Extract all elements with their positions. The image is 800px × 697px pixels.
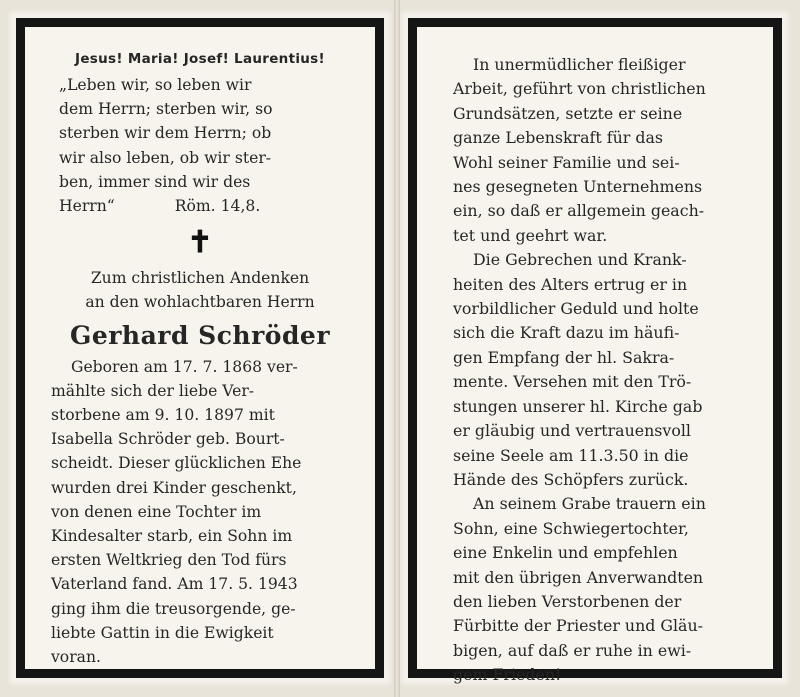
right-black-border: [408, 18, 782, 685]
quote-ref-line: [59, 194, 349, 218]
memorial-line: an den wohlachtbaren Herrn: [85, 293, 315, 312]
text-line: sich die Kraft dazu im häufi-: [453, 323, 680, 343]
text-line: tet und geehrt war.: [453, 225, 608, 245]
quote-last: Herrn“: [59, 197, 115, 216]
text-line: gem Frieden!: [453, 665, 562, 685]
deceased-name: Gerhard Schröder: [69, 320, 330, 350]
text-line: eine Enkelin und empfehlen: [453, 543, 678, 563]
left-text: [51, 47, 349, 669]
bio-line: ersten Weltkrieg den Tod fürs: [51, 551, 287, 570]
bio-line: Isabella Schröder geb. Bourt-: [51, 430, 285, 449]
text-line: ganze Lebenskraft für das: [453, 128, 663, 148]
biography: [51, 355, 349, 670]
bio-line: Kindesalter starb, ein Sohn im: [51, 527, 293, 546]
bio-line: Vaterland fand. Am 17. 5. 1943: [51, 575, 298, 594]
text-line: An seinem Grabe trauern ein: [473, 494, 706, 514]
text-line: Fürbitte der Priester und Gläu-: [453, 616, 703, 636]
invocation-heading: Jesus! Maria! Josef! Laurentius!: [75, 51, 325, 67]
text-line: seine Seele am 11.3.50 in die: [453, 445, 689, 465]
text-line: mit den übrigen Anverwandten: [453, 567, 704, 587]
right-panel: [400, 10, 790, 686]
left-panel: [8, 10, 392, 686]
bio-line: von denen eine Tochter im: [51, 502, 262, 521]
text-line: er gläubig und vertrauensvoll: [453, 421, 691, 441]
paragraph-illness: [453, 248, 743, 492]
quote-line: wir also leben, ob wir ster-: [59, 148, 272, 167]
quote-line: „Leben wir, so leben wir: [59, 76, 252, 94]
bio-line: scheidt. Dieser glücklichen Ehe: [51, 454, 302, 473]
bio-line: Geboren am 17. 7. 1868 ver-: [71, 357, 298, 376]
quote-line: sterben wir dem Herrn; ob: [59, 124, 272, 143]
memorial-line: Zum christlichen Andenken: [90, 269, 310, 288]
text-line: den lieben Verstorbenen der: [453, 591, 682, 611]
text-line: Grundsätzen, setzte er seine: [453, 103, 683, 123]
text-line: nes gesegneten Unternehmens: [453, 177, 703, 197]
quote-reference: Röm. 14,8.: [174, 197, 261, 216]
text-line: bigen, auf daß er ruhe in ewi-: [453, 640, 692, 660]
cross-icon: ✝: [187, 225, 213, 261]
text-line: stungen unserer hl. Kirche gab: [453, 396, 703, 416]
bio-line: ging ihm die treusorgende, ge-: [51, 599, 296, 618]
text-line: Wohl seiner Familie und sei-: [453, 152, 680, 172]
bio-line: storbene am 9. 10. 1897 mit: [51, 406, 275, 425]
text-line: gen Empfang der hl. Sakra-: [453, 347, 675, 367]
text-line: Die Gebrechen und Krank-: [473, 250, 687, 270]
paragraph-work: [453, 53, 743, 248]
scripture-quote: [59, 73, 349, 218]
text-line: Sohn, eine Schwiegertochter,: [453, 518, 689, 538]
text-line: vorbildlicher Geduld und holte: [453, 299, 699, 319]
text-line: heiten des Alters ertrug er in: [453, 274, 688, 294]
text-line: Hände des Schöpfers zurück.: [453, 469, 689, 489]
paragraph-mourners: [453, 492, 743, 687]
text-line: In unermüdlicher fleißiger: [473, 55, 686, 74]
bio-line: liebte Gattin in die Ewigkeit: [51, 623, 274, 642]
bio-line: voran.: [51, 648, 101, 667]
right-text: [453, 53, 743, 688]
quote-line: dem Herrn; sterben wir, so: [59, 100, 273, 119]
text-line: Arbeit, geführt von christlichen: [453, 79, 706, 99]
text-line: ein, so daß er allgemein geach-: [453, 201, 705, 221]
bio-line: wurden drei Kinder geschenkt,: [51, 478, 297, 497]
bio-line: mählte sich der liebe Ver-: [51, 381, 255, 400]
text-line: mente. Versehen mit den Trö-: [453, 372, 692, 392]
quote-line: ben, immer sind wir des: [59, 172, 251, 191]
left-black-border: [16, 18, 384, 678]
